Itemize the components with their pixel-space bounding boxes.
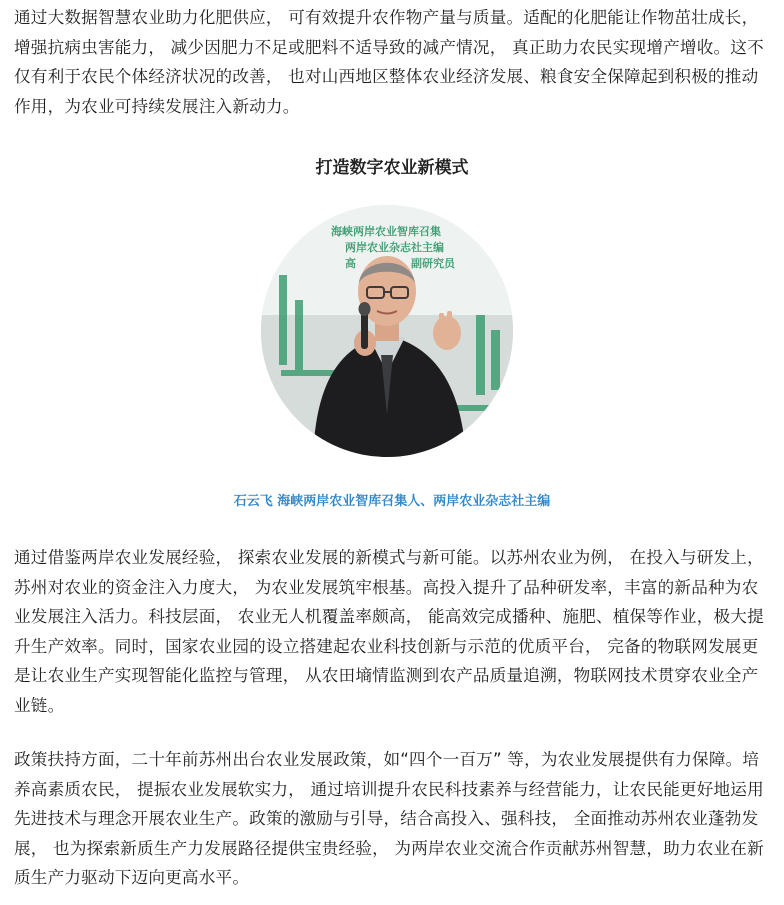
speaker-photo <box>261 205 513 457</box>
backdrop-text-2: 两岸农业杂志社主编 <box>345 241 444 254</box>
photo-caption: 石云飞 海峡两岸农业智库召集人、两岸农业杂志社主编 <box>233 494 551 509</box>
article-paragraph-1: 通过大数据智慧农业助力化肥供应， 可有效提升农作物产量与质量。适配的化肥能让作物茁壮成长， 增强抗病虫害能力， 减少因肥力不足或肥料不适导致的减产情况， 真正助力农民实现增产增收。这不仅有利于农民个体经济状况的改善， 也对山西地区整体农业经济发展、粮食安全保障起到积极的推动作用，为农业可持续发展注入新动力。 <box>14 8 764 116</box>
section-heading: 打造数字农业新模式 <box>315 158 469 178</box>
backdrop-text-4: 副研究员 <box>411 257 455 270</box>
backdrop-text-1: 海峡两岸农业智库召集 <box>331 225 441 238</box>
article-paragraph-3: 政策扶持方面，二十年前苏州出台农业发展政策，如“四个一百万” 等，为农业发展提供有力保障。培养高素质农民， 提振农业发展软实力， 通过培训提升农民科技素养与经营能力，让农民能更好地运用先进技术与理念开展农业生产。政策的激励与引导，结合高投入、强科技， 全面推动苏州农业蓬勃发展， 也为探索新质生产力发展路径提供宝贵经验， 为两岸农业交流合作贡献苏州智慧，助力农业在新质生产力驱动下迈向更高水平。 <box>14 750 764 887</box>
speaker-photo-illustration <box>261 205 513 457</box>
backdrop-text-3: 高 <box>345 257 356 270</box>
article-paragraph-2: 通过借鉴两岸农业发展经验， 探索农业发展的新模式与新可能。以苏州农业为例， 在投入与研发上， 苏州对农业的资金注入力度大， 为农业发展筑牢根基。高投入提升了品种研发率，丰富的新品种为农业发展注入活力。科技层面， 农业无人机覆盖率颇高， 能高效完成播种、施肥、植保等作业，极大提升生产效率。同时，国家农业园的设立搭建起农业科技创新与示范的优质平台， 完备的物联网发展更是让农业生产实现智能化监控与管理， 从农田墒情监测到农产品质量追溯，物联网技术贯穿农业全产业链。 <box>14 548 764 715</box>
